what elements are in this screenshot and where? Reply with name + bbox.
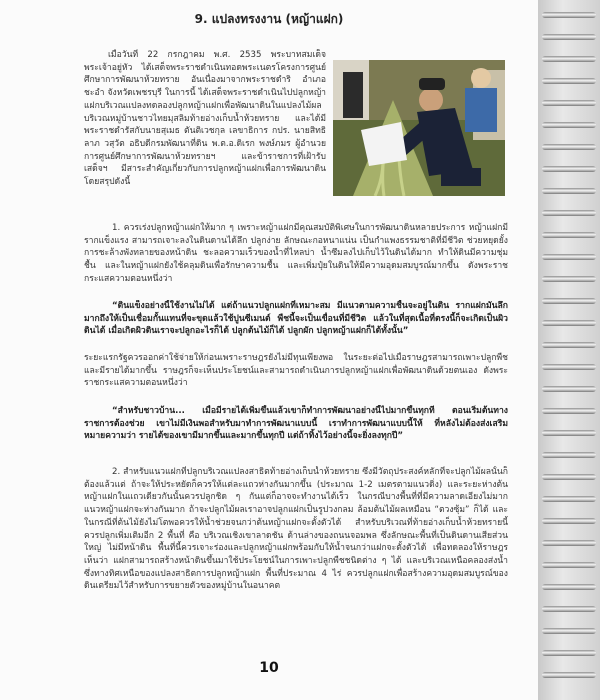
binding-ring [542,210,596,216]
spiral-binding [538,0,600,700]
binding-ring [542,496,596,502]
binding-ring [542,342,596,348]
royal-quote-2: “สำหรับชาวบ้าน... เมื่อมีรายได้เพิ่มขึ้นแล้วเขาก็ทำการพัฒนาอย่างนี้ไปมากขึ้นทุกที ตอนเริ่มต้นทางราชการต้องช่วย เขาไม่มีเงินพอสำหรับมาทำการพัฒนาแบบนี้ เราทำการพัฒนาแบบนี้ให้ ที่หลังไม่ต้องส่งเสริม หมายความว่า รายได้ของเขามีมากขึ้นและมากขึ้นทุกปี แต่ถ้าทิ้งไว้อย่างนี้จะยิ่งลงทุกปี” [84,406,508,442]
binding-ring [542,188,596,194]
binding-ring [542,584,596,590]
binding-ring [542,364,596,370]
binding-ring [542,276,596,282]
binding-ring [542,430,596,436]
point-2-paragraph: 2. สำหรับแนวแฝกที่ปลูกบริเวณแปลงสาธิตท้ายอ่างเก็บน้ำห้วยทราย ซึ่งมีวัตถุประสงค์หลักที่จะปลูกไม้ผลนั้นก็ต้องแล้วแต่ ถ้าจะให้ประหยัดก็ควรให้แต่ละแถวห่างกันมากขึ้น (ประมาณ 1-2 เมตรตามแนวดิ่ง) และระยะห่างต้นหญ้าแฝกในแถวเดียวกันนั้นควรปลูกชิด ๆ กันแต่ก็อาจจะทำงานได้เร็ว ในกรณีบางพื้นที่ที่มีความลาดเอียงไม่มาก แนวหญ้าแฝกจะห่างกันมาก ถ้าจะปลูกไม้ผลเราอาจปลูกแฝกเป็นรูปวงกลม ล้อมต้นไม้ผลเหมือน “ตวงซุ้ม” ก็ได้ และในกรณีที่ต้นไม้ยังไม่โตพอควรให้น้ำช่วยจนกว่าต้นหญ้าแฝกจะตั้งตัวได้ สำหรับบริเวณที่ท้ายอ่างเก็บน้ำห้วยทรายนี้ ควรปลูกเพิ่มเติมอีก 2 พื้นที่ คือ บริเวณเชิงเขาลาดชัน ด้านล่างของถนนจอมพล ซึ่งลักษณะพื้นที่เป็นดินดานเสียส่วนใหญ่ ไม่มีหน้าดิน พื้นที่นี้ควรเจาะร่องและปลูกหญ้าแฝกพร้อมกับให้น้ำจนกว่าแฝกจะตั้งตัวได้ เพื่อทดลองให้ราษฎรเห็นว่า แฝกสามารถสร้างหน้าดินขึ้นมาใช้ประโยชน์ในการเพาะปลูกพืชชนิดต่าง ๆ ได้ และบริเวณเหนือคลองส่งน้ำ ซึ่งทางทิศเหนือของแปลงสาธิตการปลูกหญ้าแฝก พื้นที่ประมาณ 4 ไร่ ควรปลูกแฝกเพื่อสร้างความอุดมสมบูรณ์ของดินเตรียมไว้สำหรับการขยายตัวของหมู่บ้านในอนาคต [84,467,508,592]
binding-ring [542,452,596,458]
binding-ring [542,232,596,238]
photo-illustration [333,60,505,196]
intro-paragraph: เมื่อวันที่ 22 กรกฎาคม พ.ศ. 2535 พระบาทสมเด็จพระเจ้าอยู่หัว ได้เสด็จพระราชดำเนินทอดพระเนตรโครงการศูนย์ศึกษาการพัฒนาห้วยทราย อันเนื่องมาจากพระราชดำริ อำเภอชะอำ จังหวัดเพชรบุรี ในการนี้ ได้เสด็จพระราชดำเนินไปปลูกหญ้าแฝกบริเวณแปลงทดลองปลูกหญ้าแฝกเพื่อพัฒนาดินในแปลงไม้ผล บริเวณหมู่บ้านชาวไทยมุสลิมท้ายอ่างเก็บน้ำห้วยทราย และได้มีพระราชดำรัสกับนายสุเมธ ตันติเวชกุล เลขาธิการ กปร. นายสิทธิลาภ วสุวัต อธิบดีกรมพัฒนาที่ดิน พ.ต.อ.ดิเรก พงษ์ภมร ผู้อำนวยการศูนย์ศึกษาการพัฒนาห้วยทรายฯ และข้าราชการที่เฝ้ารับเสด็จฯ มีสาระสำคัญเกี่ยวกับการปลูกหญ้าแฝกเพื่อการพัฒนาดิน โดยสรุปดังนี้ [84,50,326,188]
binding-ring [542,298,596,304]
binding-ring [542,320,596,326]
binding-ring [542,122,596,128]
binding-ring [542,56,596,62]
page-number: 10 [259,660,279,676]
binding-ring [542,254,596,260]
binding-ring [542,166,596,172]
binding-ring [542,34,596,40]
binding-ring [542,100,596,106]
binding-ring [542,650,596,656]
royal-vetiver-planting-photo [333,60,505,196]
binding-ring [542,474,596,480]
binding-ring [542,386,596,392]
binding-ring [542,144,596,150]
point-1-paragraph: 1. ควรเร่งปลูกหญ้าแฝกให้มาก ๆ เพราะหญ้าแฝกมีคุณสมบัติพิเศษในการพัฒนาดินหลายประการ หญ้าแฝกมีรากแข็งแรง สามารถเจาะลงในดินดานได้ลึก ปลูกง่าย ลักษณะกอหนาแน่น เป็นกำแพงธรรมชาติที่มีชีวิต ช่วยหยุดยั้งการชะล้างพังทลายของหน้าดิน ชะลอความเร็วของน้ำที่ไหลบ่า น้ำซึมลงไปเก็บไว้ในดินได้มาก ทำให้ดินมีความชุ่มชื้น และในหญ้าแฝกยังใช้คลุมดินเพื่อรักษาความชื้น และเพิ่มปุ๋ยในดินให้มีความอุดมสมบูรณ์มากขึ้น ดังพระราชกระแสความตอนหนึ่งว่า [84,223,508,284]
binding-ring [542,606,596,612]
binding-ring [542,518,596,524]
binding-ring [542,12,596,18]
binding-ring [542,562,596,568]
binding-ring [542,672,596,678]
page-title: 9. แปลงทรงงาน (หญ้าแฝก) [194,12,344,26]
binding-ring [542,540,596,546]
binding-ring [542,628,596,634]
paragraph-funding: ระยะแรกรัฐควรออกค่าใช้จ่ายให้ก่อนเพราะราษฎรยังไม่มีทุนเพียงพอ ในระยะต่อไปเมื่อราษฎรสามารถเพาะปลูกพืชและมีรายได้มากขึ้น ราษฎรก็จะเห็นประโยชน์และสามารถดำเนินการปลูกหญ้าแฝกเพื่อพัฒนาดินด้วยตนเอง ดังพระราชกระแสความตอนหนึ่งว่า [84,353,508,389]
binding-ring [542,78,596,84]
binding-ring [542,408,596,414]
royal-quote-1: “ดินแข็งอย่างนี้ใช้งานไม่ได้ แต่ถ้าแนวปลูกแฝกที่เหมาะสม มีแนวตามความชื้นจะอยู่ในดิน รากแฝกมันลึกมากถึงให้เป็นเชื่อมกั้นแทนที่จะขุดแล้วใช้ปูนซีเมนต์ พืชนี้จะเป็นเขื่อนที่มีชีวิต แล้วในที่สุดเนื้อที่ตรงนี้ก็จะเกิดเป็นผิวดินได้ เมื่อเกิดผิวดินเราจะปลูกอะไรก็ได้ ปลูกต้นไม้ก็ได้ ปลูกผัก ปลูกหญ้าแฝกก็ได้ทั้งนั้น” [84,301,508,337]
